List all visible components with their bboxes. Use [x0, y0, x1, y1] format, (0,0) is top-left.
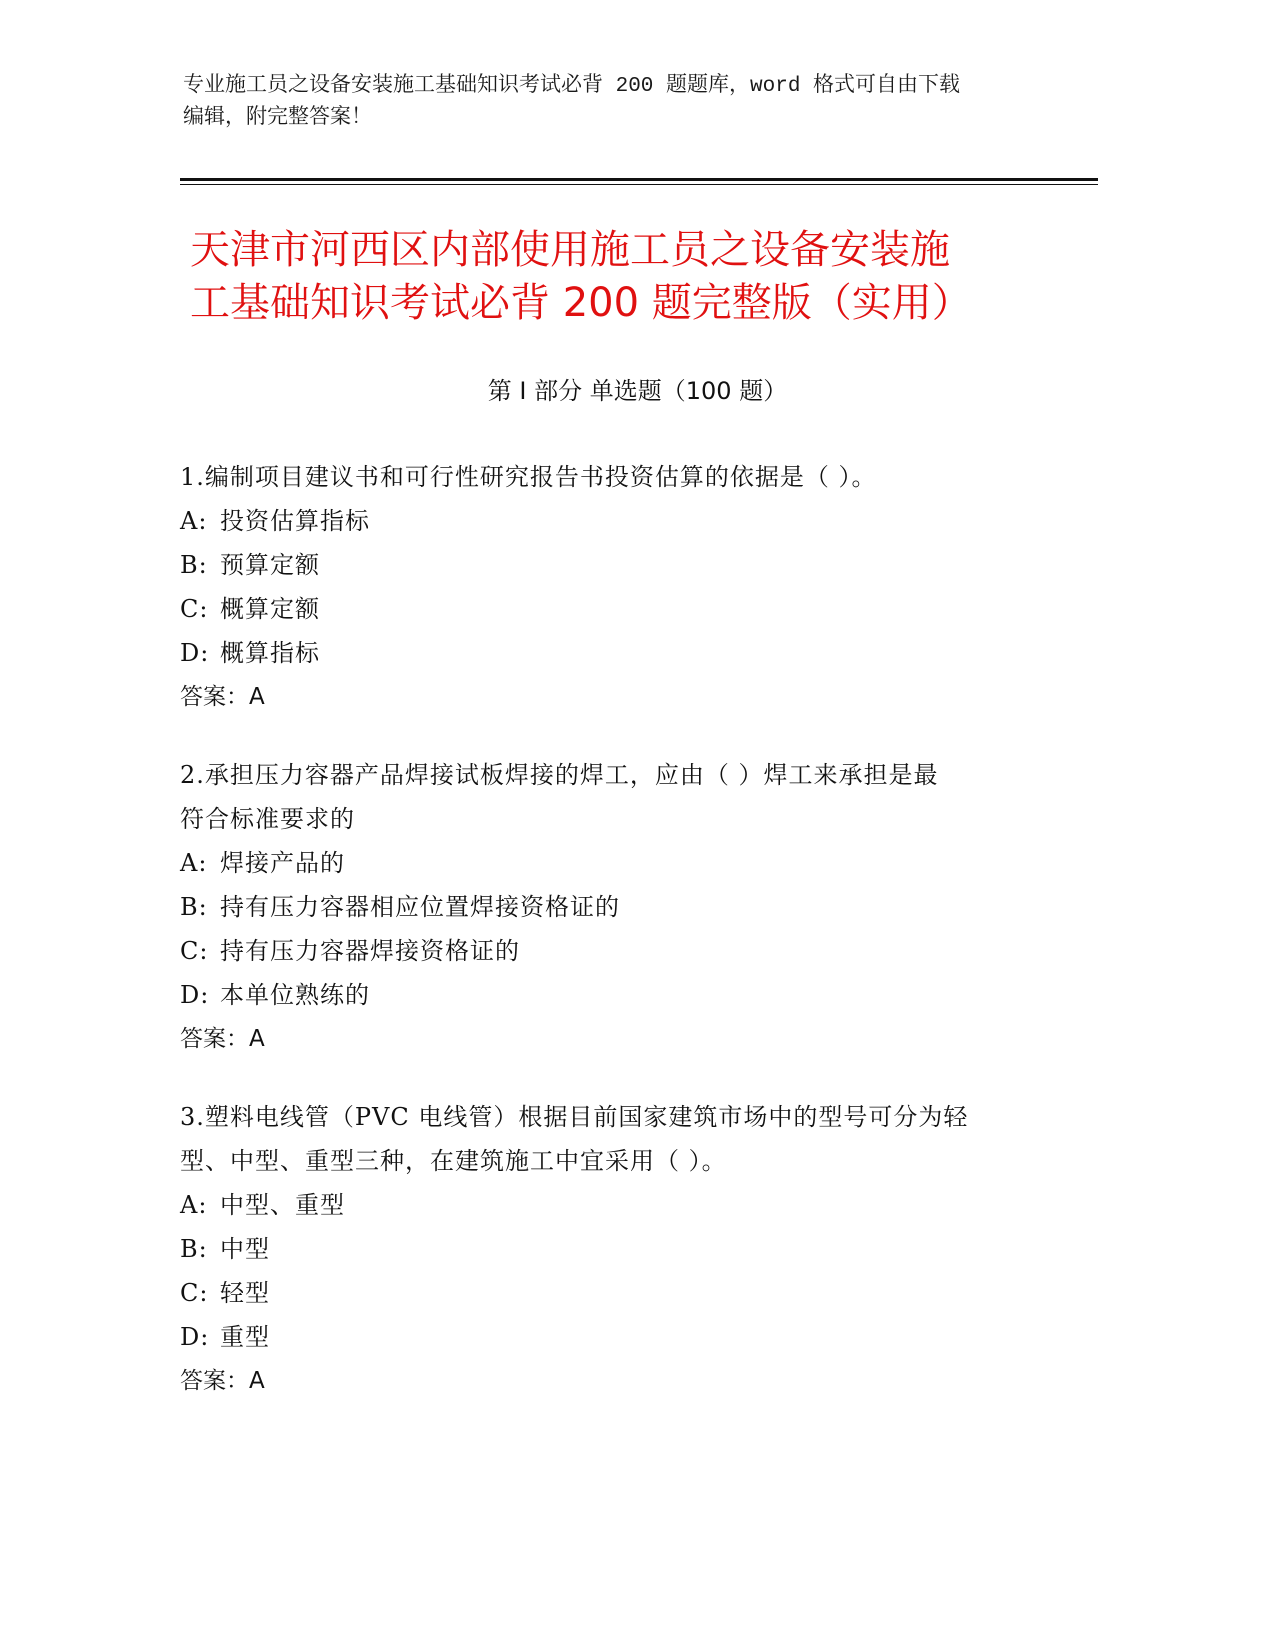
option-letter: A:	[180, 849, 208, 877]
option-letter: B:	[180, 1235, 208, 1263]
document-title-line-1: 天津市河西区内部使用施工员之设备安装施	[190, 227, 950, 273]
option-letter: D:	[180, 1323, 210, 1351]
header-note-line-2: 编辑，附完整答案！	[183, 107, 372, 130]
question-stem: 1.编制项目建议书和可行性研究报告书投资估算的依据是（ ）。	[180, 463, 877, 491]
document-title	[190, 224, 1090, 330]
option-letter: C:	[180, 1279, 209, 1307]
option-letter: A:	[180, 507, 208, 535]
option-c	[180, 929, 1060, 973]
option-a	[180, 499, 1060, 543]
question-stem-continued: 型、中型、重型三种，在建筑施工中宜采用（ ）。	[180, 1147, 727, 1175]
option-text: 概算指标	[220, 639, 320, 667]
option-d	[180, 631, 1060, 675]
option-c	[180, 1271, 1060, 1315]
question-stem: 3.塑料电线管（PVC 电线管）根据目前国家建筑市场中的型号可分为轻	[180, 1103, 969, 1131]
question-3	[180, 1095, 1060, 1403]
option-d	[180, 1315, 1060, 1359]
option-text: 概算定额	[220, 595, 320, 623]
option-text: 预算定额	[220, 551, 320, 579]
option-letter: C:	[180, 937, 209, 965]
option-b	[180, 885, 1060, 929]
question-1	[180, 455, 1060, 719]
answer-label: 答案：A	[180, 1368, 265, 1394]
option-a	[180, 841, 1060, 885]
option-text: 持有压力容器焊接资格证的	[220, 937, 520, 965]
option-letter: A:	[180, 1191, 208, 1219]
question-stem: 2.承担压力容器产品焊接试板焊接的焊工，应由（ ）焊工来承担是最	[180, 761, 939, 789]
question-list	[180, 455, 1060, 1437]
option-letter: C:	[180, 595, 209, 623]
header-rule-thick	[180, 178, 1098, 181]
answer-label: 答案：A	[180, 684, 265, 710]
question-stem-continued: 符合标准要求的	[180, 805, 355, 833]
option-text: 持有压力容器相应位置焊接资格证的	[220, 893, 620, 921]
option-letter: B:	[180, 551, 208, 579]
option-c	[180, 587, 1060, 631]
option-b	[180, 543, 1060, 587]
option-text: 投资估算指标	[220, 507, 370, 535]
option-text: 本单位熟练的	[220, 981, 370, 1009]
option-letter: D:	[180, 981, 210, 1009]
header-note	[183, 71, 1063, 135]
option-text: 焊接产品的	[220, 849, 345, 877]
option-d	[180, 973, 1060, 1017]
option-letter: B:	[180, 893, 208, 921]
header-rule-thin	[180, 184, 1098, 185]
option-text: 轻型	[220, 1279, 270, 1307]
option-letter: D:	[180, 639, 210, 667]
option-text: 重型	[220, 1323, 270, 1351]
section-heading: 第 I 部分 单选题（100 题）	[487, 377, 788, 405]
question-2	[180, 753, 1060, 1061]
header-note-line-1: 专业施工员之设备安装施工基础知识考试必背 200 题题库，word 格式可自由下载	[183, 75, 961, 98]
option-a	[180, 1183, 1060, 1227]
option-b	[180, 1227, 1060, 1271]
document-title-line-2: 工基础知识考试必背 200 题完整版（实用）	[190, 280, 972, 326]
option-text: 中型	[220, 1235, 270, 1263]
option-text: 中型、重型	[220, 1191, 345, 1219]
answer-label: 答案：A	[180, 1026, 265, 1052]
